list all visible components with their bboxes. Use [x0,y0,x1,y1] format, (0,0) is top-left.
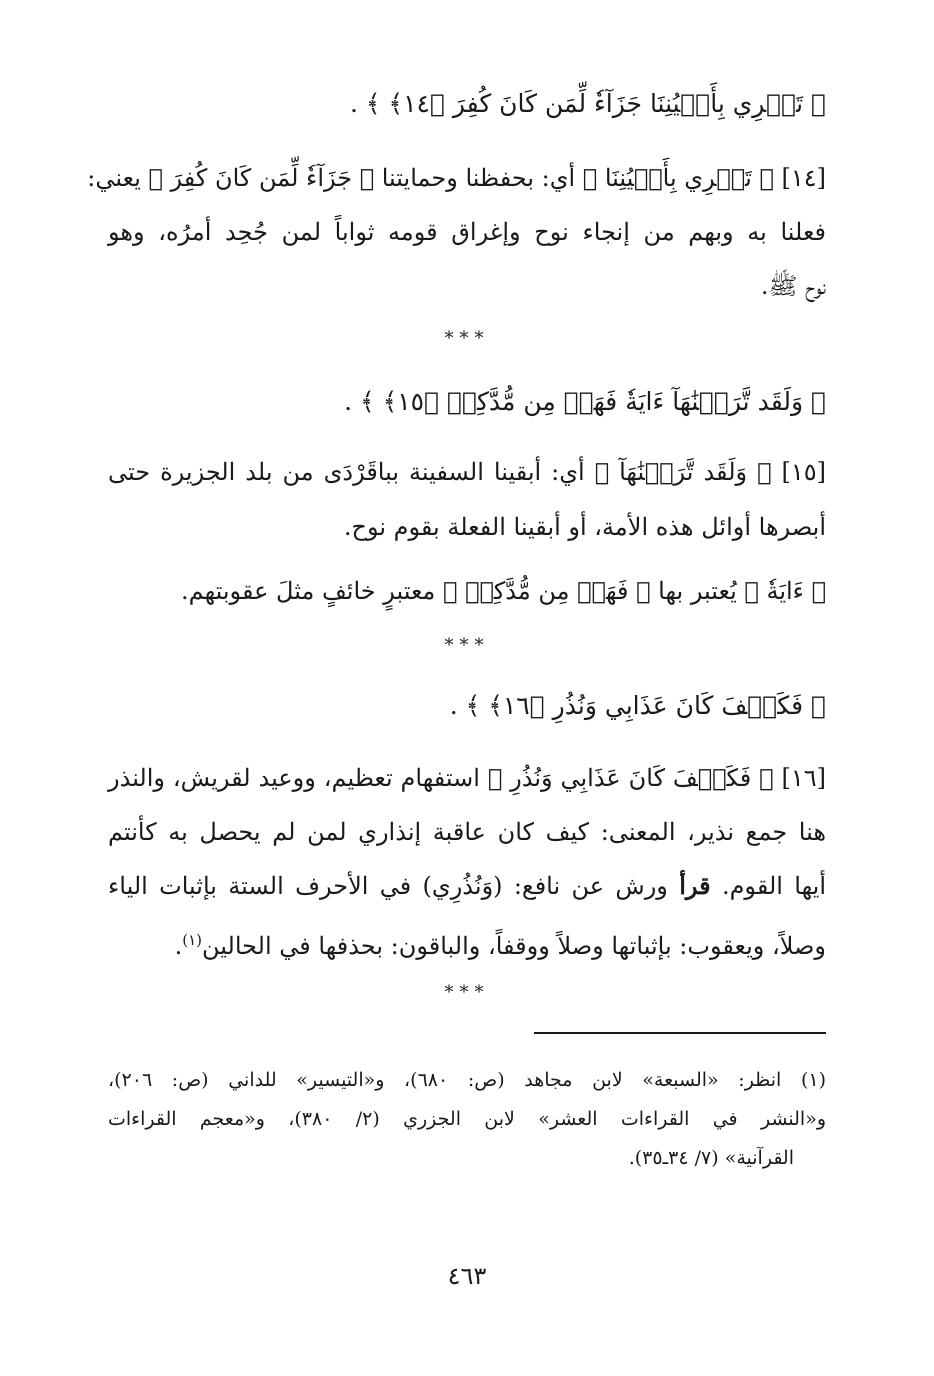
page-number: ٤٦٣ [447,1262,487,1290]
text-run: ورش عن نافع: (وَنُذُرِي) في الأحرف الستة بإثبات الياء [108,872,668,900]
tafsir-15-line-2: أبصرها أوائل هذه الأمة، أو أبقينا الفعلة بقوم نوح. [343,513,826,541]
tafsir-14-line-3: نوح ﷺ. [760,272,826,300]
tafsir-15-line-3: ﴿ ءَايَةٗ ﴾ يُعتبر بها ﴿ فَهَلۡ مِن مُّدَّكِرٖ ﴾ معتبرٍ خائفٍ مثلَ عقوبتهم. [180,577,826,605]
text-run: . [174,932,183,960]
tafsir-14-line-2: فعلنا به وبهم من إنجاء نوح وإغراق قومه ثواباً لمن جُحِد أمرُه، وهو [108,218,826,246]
footnote-line-1: (١) انظر: «السبعة» لابن مجاهد (ص: ٦٨٠)، و«التيسير» للداني (ص: ٢٠٦)، [108,1069,827,1091]
tafsir-16-line-2: هنا جمع نذير، المعنى: كيف كان عاقبة إنذاري لمن لم يحصل به كأنتم [108,818,826,846]
verse-16: ﴿ فَكَيۡفَ كَانَ عَذَابِي وَنُذُرِ ﴿١٦﴾ ﴾ . [449,691,826,720]
section-separator: *** [444,982,490,1003]
tafsir-16-line-3 [108,870,826,902]
text-run: وصلاً، ويعقوب: بإثباتها وصلاً ووقفاً، والباقون: بحذفها في الحالين [202,932,826,960]
qira-label: قرأ [679,871,711,900]
footnote-line-2: و«النشر في القراءات العشر» لابن الجزري (٢/ ٣٨٠)، و«معجم القراءات [108,1108,826,1130]
footnote-ref[interactable]: (١) [182,931,203,949]
tafsir-16-line-1: [١٦] ﴿ فَكَيۡفَ كَانَ عَذَابِي وَنُذُرِ ﴾ استفهام تعظيم، ووعيد لقريش، والنذر [108,764,826,792]
verse-14: ﴿ تَجۡرِي بِأَعۡيُنِنَا جَزَآءٗ لِّمَن كَانَ كُفِرَ ﴿١٤﴾ ﴾ . [349,89,826,118]
tafsir-14-line-1: [١٤] ﴿ تَجۡرِي بِأَعۡيُنِنَا ﴾ أي: بحفظنا وحمايتنا ﴿ جَزَآءٗ لِّمَن كَانَ كُفِرَ ﴾ يعني: [87,164,826,192]
tafsir-15-line-1: [١٥] ﴿ وَلَقَد تَّرَكۡنَٰهَآ ﴾ أي: أبقينا السفينة بباقَرْدَى من بلد الجزيرة حتى [108,458,826,486]
tafsir-16-line-4 [175,924,826,962]
footnote-line-3: القرآنية» (٧/ ٣٤ـ٣٥). [628,1147,794,1169]
verse-15: ﴿ وَلَقَد تَّرَكۡنَٰهَآ ءَايَةٗ فَهَلۡ مِن مُّدَّكِرٖ ﴿١٥﴾ ﴾ . [344,387,826,416]
text-run: أيها القوم. [721,872,826,900]
section-separator: *** [444,635,490,656]
footnote-rule [534,1032,826,1034]
section-separator: *** [444,328,490,349]
